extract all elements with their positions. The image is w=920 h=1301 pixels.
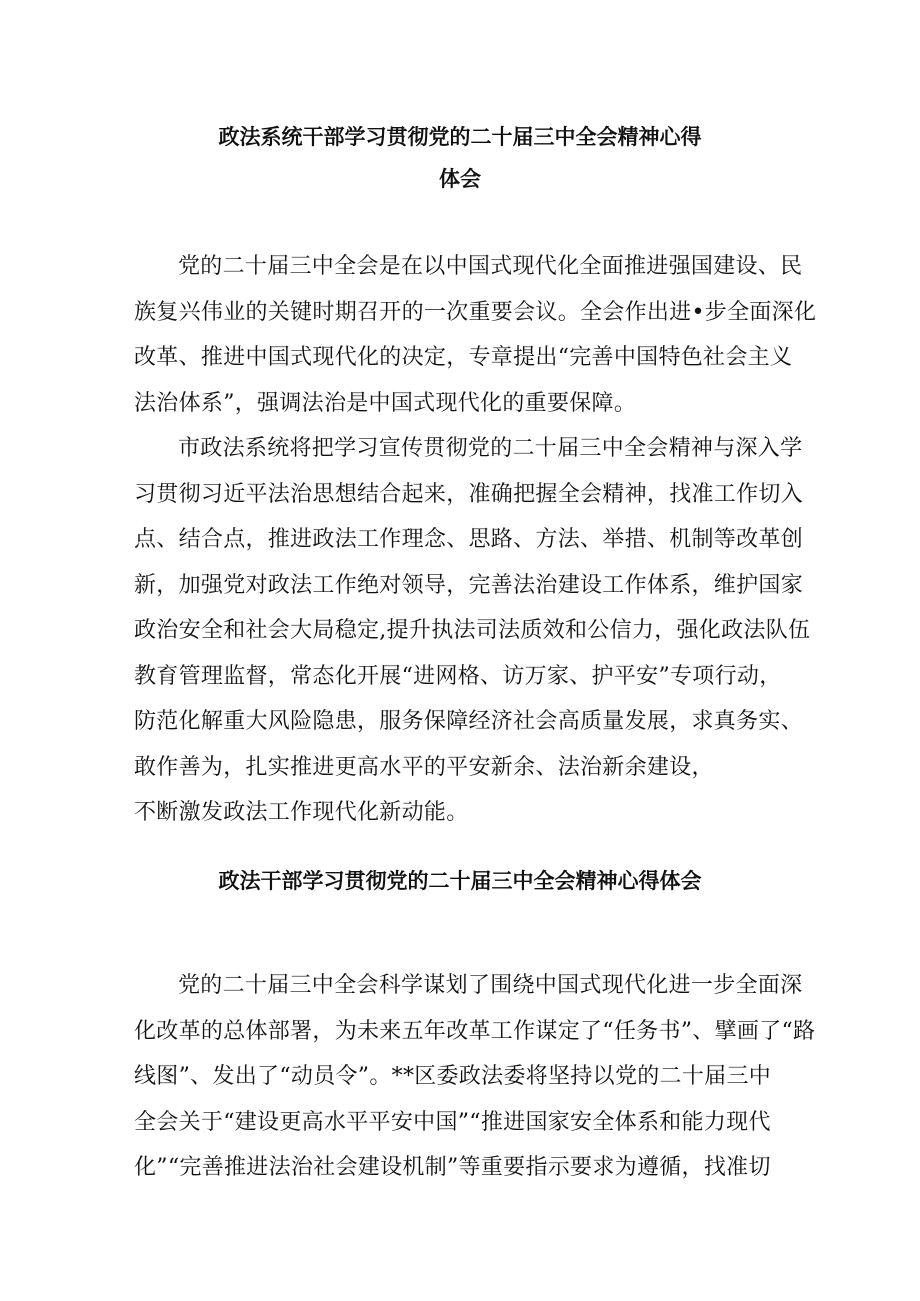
section2-title-line-1: 政法干部学习贯彻党的二十届三中全会精神心得体会: [218, 869, 702, 893]
section1-title: [150, 116, 770, 200]
paragraph-line: 党的二十届三中全会是在以中国式现代化全面推进强国建设、民: [178, 254, 803, 279]
paragraph-line: 习贯彻习近平法治思想结合起来，准确把握全会精神，找准工作切入: [134, 481, 804, 507]
paragraph-line: 族复兴伟业的关键时期召开的一次重要会议。全会作出进•步全面深化: [134, 299, 817, 325]
paragraph-line: 不断激发政法工作现代化新动能。: [134, 800, 469, 825]
paragraph-line: 化改革的总体部署，为未来五年改革工作谋定了“任务书”、擘画了“路: [134, 1018, 816, 1044]
section1-paragraph-2: [134, 426, 811, 836]
paragraph-line: 改革、推进中国式现代化的决定，专章提出“完善中国特色社会主义: [134, 345, 793, 370]
paragraph-line: 敢作善为，扎实推进更高水平的平安新余、法治新余建设，: [134, 754, 714, 780]
paragraph-line: 政治安全和社会大局稳定,提升执法司法质效和公信力，强化政法队伍: [134, 618, 811, 643]
paragraph-line: 线图”、发出了“动员令”。**区委政法委将坚持以党的二十届三中: [134, 1064, 772, 1089]
paragraph-line: 法治体系”，强调法治是中国式现代化的重要保障。: [134, 390, 637, 416]
section1-title-line-1: 政法系统干部学习贯彻党的二十届三中全会精神心得: [218, 125, 702, 149]
paragraph-line: 市政法系统将把学习宣传贯彻党的二十届三中全会精神与深入学: [178, 436, 803, 461]
paragraph-line: 新，加强党对政法工作绝对领导，完善法治建设工作体系，维护国家: [134, 572, 804, 598]
section2-title: [150, 860, 770, 902]
paragraph-line: 教育管理监督，常态化开展“进网格、访万家、护平安”专项行动，: [134, 663, 782, 689]
paragraph-line: 点、结合点，推进政法工作理念、思路、方法、举措、机制等改革创: [134, 527, 804, 552]
paragraph-line: 化”“完善推进法治社会建设机制”等重要指示要求为遵循，找准切: [134, 1155, 771, 1180]
paragraph-line: 党的二十届三中全会科学谋划了围绕中国式现代化进一步全面深: [178, 973, 803, 998]
paragraph-line: 全会关于“建设更高水平平安中国”“推进国家安全体系和能力现代: [134, 1109, 771, 1135]
paragraph-line: 防范化解重大风险隐患，服务保障经济社会高质量发展，求真务实、: [134, 709, 804, 734]
section1-title-line-2: 体会: [439, 167, 481, 191]
section2-paragraph-1: [134, 963, 816, 1191]
section1-paragraph-1: [134, 244, 817, 426]
